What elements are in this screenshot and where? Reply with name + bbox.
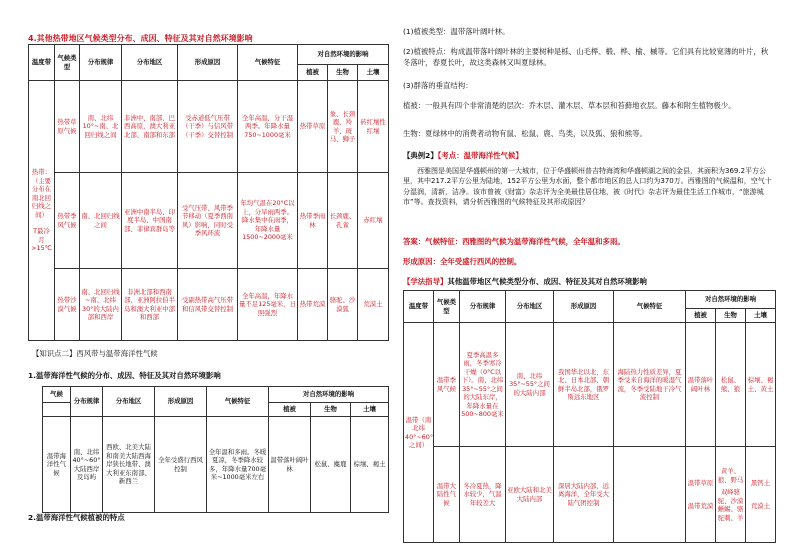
tropical-climate-table	[28, 44, 389, 341]
th-cause: 形成原因	[178, 45, 238, 81]
vertical-structure: (3)群落的垂直结构：	[403, 81, 473, 90]
th-zone: 温度带	[29, 45, 55, 81]
section4-title: 4.其他热带地区气候类型分布、成因、特征及其对自然环境影响	[28, 34, 253, 43]
temperate-zone-cell: 温带（南北纬40°~60°之间）	[404, 323, 434, 543]
table-row: 热带季风气候 南、北回归线之间 亚洲中南半岛、印度半岛、中国南部、菲律宾群岛等 受气压带、风带季节移动（夏季西南风）影响，同时受季风环流 年均气温在20°C以上，分旱雨两季。降水集中在雨季，年降水量1500~2000毫米 热带季雨林 长颈鹿、孔雀 赤红壤	[29, 173, 389, 269]
th-feature: 气候特征	[238, 45, 298, 81]
table-row: 热带沙漠气候 南、北回归线~南、北纬30°的大陆内部和西岸 非洲北部和西南部，亚洲阿拉伯半岛和澳大利亚中部和西部 受副热带高气压带和信风带交替控制 全年高温，年降水量不足125毫米，日照强烈 热带荒漠 骆驼、沙漠狐 荒漠土	[29, 269, 389, 341]
vegetation-layers: 植被：一般具有四个非常清楚的层次：乔木层、灌木层、草本层和苔藓地衣层。藤本和附生植物极少。	[403, 101, 736, 110]
maritime-climate-table: 气候 分布规律 分布地区 形成原因 气候特征 对自然环境的影响 植被 生物 土壤 温带海洋性气候 南、北纬40°~60°大陆西岸及岛屿 西欧、北美大陆和南美大陆西海岸狭长地带、澳大利亚东南部、新西兰 全年受盛行西风控制 全年温和多雨。冬暖夏凉，冬季降水较多，年降水量700毫米~1000毫米左右 温带落叶阔叶林 松鼠、麋鹿 棕壤、褐土	[42, 386, 389, 513]
th-type: 气候类型	[55, 45, 80, 81]
th-bio: 生物	[328, 65, 358, 81]
knowledge-point-2: 【知识点二】西风带与温带海洋性气候	[32, 349, 158, 358]
table-row: 温带海洋性气候 南、北纬40°~60°大陆西岸及岛屿 西欧、北美大陆和南美大陆西海岸狭长地带、澳大利亚东南部、新西兰 全年受盛行西风控制 全年温和多雨。冬暖夏凉，冬季降水较多，年降水量700毫米~1000毫米左右 温带落叶阔叶林 松鼠、麋鹿 棕壤、褐土	[43, 417, 389, 513]
th-soil: 土壤	[358, 65, 389, 81]
subsection-2: 2.温带海洋性气候植被的特点	[28, 513, 125, 522]
subsection-1: 1.温带海洋性气候的分布、成因、特征及其对自然环境影响	[28, 371, 221, 380]
veg-type: (1)植被类型：温带落叶阔叶林。	[403, 27, 510, 36]
answer-1: 答案：气候特征：西雅图的气候为温带海洋性气候，全年温和多雨。	[403, 237, 625, 246]
table-row: 温带（南北纬40°~60°之间） 温带季风气候 夏季高温多雨，冬季寒冷干燥（0°C以下）。南、北纬35°~55°之间的大陆东岸，年降水量在500~800毫米 南、北纬35°~55°之间的大陆内部 我国华北以北，东北、日本北部、朝鲜半岛北部，俄罗斯远东地区 海陆热力性质差异，夏季受来自海洋的暖湿气流，冬季受陆地干冷气流控制 温带落叶阔叶林 松鼠、熊、狼 棕壤、褐土、黄土	[404, 323, 776, 447]
th-rule: 分布规律	[80, 45, 122, 81]
th-veg: 植被	[298, 65, 328, 81]
organisms: 生物：夏绿林中的消费者动物有鼠、松鼠、鹿、鸟类，以及狐、狼和熊等。	[403, 129, 647, 138]
study-guide-heading: 【学法指导】其他温带地区气候类型分布、成因、特征及其对自然环境影响	[403, 277, 647, 286]
veg-features: (2)植被特点：构成温带落叶阔叶林的主要树种是栎、山毛榉、椴、桦、榆、槭等。它们具有比较宽薄的叶片，秋冬落叶，春夏长叶，故这类森林又叫夏绿林。	[403, 47, 769, 67]
th-impact: 对自然环境的影响	[298, 45, 389, 65]
zone-cell: 热带：（主要分布在南北回归线之间） T最冷月>15℃	[29, 81, 55, 341]
example-text: 西雅图是美国是华盛顿州的第一大城市，位于华盛顿州普吉特海湾和华盛顿湖之间的金县，其面积为369.2平方公里，其中217.2平方公里为陆地，152平方公里为水面，整个都市地区的总人口约为370万。西雅图的气候温和，空气十分湿润，清新，洁净。该市曾被《财富》杂志评为全美最佳居住地，被《时代》杂志评为最佳生活工作城市，“旅游城市”等。查找资料，请分析西雅图的气候特征及其形成原因？	[403, 167, 772, 207]
answer-2: 形成原因：全年受盛行西风的控制。	[403, 257, 522, 266]
table-row: 温带大陆性气候 冬冷夏热，降水较少，气温年较差大 亚欧大陆和北美大陆内部 深居大陆内部，远离海洋，全年受大陆气团控制 温带草原 温带荒漠 黄羊、狼、野马 双峰骆驼、沙漠蜥蜴、骆驼刺、羊 黑钙土 荒漠土	[404, 447, 776, 543]
th-region: 分布地区	[122, 45, 178, 81]
table-row: 热带：（主要分布在南北回归线之间） T最冷月>15℃ 热带草原气候 南、北纬10°~南、北回归线之间 非洲中、南部，巴西高原，澳大利亚北部、南部和东部 受赤道低气压带（干季）与信风带（干季）交替控制 全年高温，分干湿两季。年降水量750~1000毫米 热带草原 象、长颈鹿、羚羊、斑马、狮子 砖红壤性红壤	[29, 81, 389, 173]
example-heading: 【典例2】【考点：温带海洋性气候】	[403, 151, 523, 160]
temperate-climate-table: 温度带 气候类型 分布规律 分布地区 形成原因 气候特征 对自然环境的影响 植被 生物 土壤 温带（南北纬40°~60°之间） 温带季风气候 夏季高温多雨，冬季寒冷干燥（0°C以下）。南、北纬35°~55°之间的大陆东岸，年降水量在500~800毫米 南、北纬35°~55°之间的大陆内部 我国华北以北，东北、日本北部、朝鲜半岛北部，俄罗斯远东地区 海陆热力性质差异，夏季受来自海洋的暖湿气流，冬季受陆地干冷气流控制 温带落叶阔叶林 松鼠、熊、狼 棕壤、褐土、黄土 温带大陆性气候 冬冷夏热，降水较少，气温年较差大 亚欧大陆和北美大陆内部 深居大陆内部，远离海洋，全年受大陆气团控制 温带草原 温带荒漠 黄羊、狼、野马 双峰骆驼、沙漠蜥蜴、骆驼刺、羊 黑钙土 荒漠土	[403, 290, 776, 543]
